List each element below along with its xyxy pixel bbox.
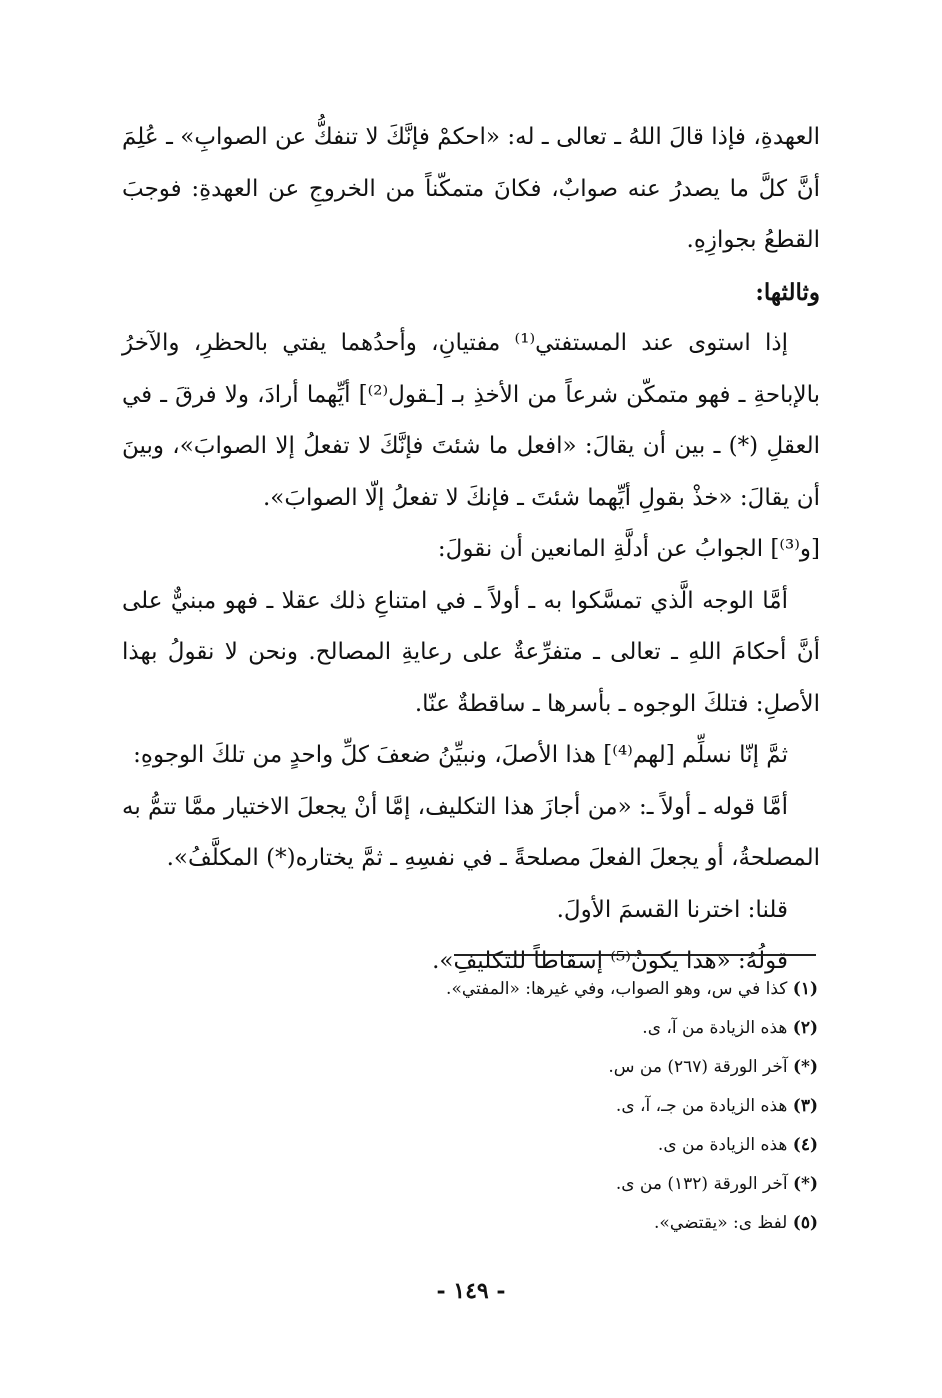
footnote (122, 1165, 818, 1204)
footnote-text: هذه الزيادة من ى. (657, 1135, 788, 1155)
footnote-text: آخر الورقة (٢٦٧) من س. (608, 1057, 788, 1077)
footnote-number: (٤) (792, 1135, 818, 1155)
footnote-number: (٥) (792, 1213, 818, 1233)
footnotes (122, 970, 818, 1243)
paragraph-8: قولُهُ: «هذا يكونُ⁽⁵⁾ إسقاطاً للتكليفِ». (432, 948, 788, 974)
footnote-separator (454, 954, 816, 956)
paragraph-4: أمَّا الوجه الَّذي تمسَّكوا به ـ أولاً ـ في امتناعِ ذلك عقلا ـ فهو مبنيٌّ على أنَّ أحكامَ اللهِ ـ تعالى ـ متفرِّعةٌ على رعايةِ المصالح. ونحن لا نقولُ بهذا الأصلِ: فتلكَ الوجوه ـ بأسرها ـ ساقطةٌ عنّا. (122, 587, 820, 717)
paragraph-1: العهدةِ، فإذا قالَ اللهُ ـ تعالى ـ له: «احكمْ فإنَّكَ لا تنفكُّ عن الصوابِ» ـ عُلِمَ أنَّ كلَّ ما يصدرُ عنه صوابٌ، فكانَ متمكّناً من الخروجِ عن العهدةِ: فوجبَ القطعُ بجوازِهِ. (122, 124, 820, 253)
footnote (122, 1204, 818, 1243)
footnote (122, 1009, 818, 1048)
footnote (122, 1087, 818, 1126)
footnote-text: هذه الزيادة من جـ، آ، ى. (615, 1096, 788, 1116)
paragraph-7: قلنا: اخترنا القسمَ الأولَ. (556, 896, 788, 923)
paragraph-5: ثمَّ إنّا نسلِّم [لهم⁽⁴⁾] هذا الأصلَ، ونبيِّنُ ضعفَ كلِّ واحدٍ من تلكَ الوجوهِ: (133, 742, 788, 768)
main-text (122, 112, 820, 988)
page-number: - ١٤٩ - (436, 1278, 506, 1304)
footnote-text: آخر الورقة (١٣٢) من ى. (615, 1174, 788, 1194)
footnote-number: (*) (793, 1057, 818, 1077)
footnote (122, 1126, 818, 1165)
footnote (122, 970, 818, 1009)
footnote-number: (*) (793, 1174, 818, 1194)
paragraph-2: إذا استوى عند المستفتي⁽¹⁾ مفتيانِ، وأحدُهما يفتي بالحظرِ، والآخرُ بالإباحةِ ـ فهو متمكّن شرعاً من الأخذِ بـ [ـقول⁽²⁾] أيِّهما أرادَ، ولا فرقَ ـ في العقلِ (*) ـ بين أن يقالَ: «افعل ما شئتَ فإنَّكَ لا تفعلُ إلا الصوابَ»، وبينَ أن يقالَ: «خذْ بقولِ أيِّهما شئتَ ـ فإنكَ لا تفعلُ إلّا الصوابَ». (122, 330, 820, 511)
footnote-text: هذه الزيادة من آ، ى. (642, 1018, 788, 1038)
footnote-number: (١) (792, 979, 818, 999)
section-heading-third: وثالثها: (755, 278, 820, 306)
paragraph-3: [و⁽³⁾] الجوابُ عن أدلَّةِ المانعين أن نقولَ: (437, 536, 820, 562)
footnote-text: كذا في س، وهو الصواب، وفي غيرها: «المفتي». (446, 979, 788, 999)
footnote-number: (٢) (792, 1018, 818, 1038)
footnote-text: لفظ ى: «يقتضي». (654, 1213, 788, 1233)
footnote (122, 1048, 818, 1087)
paragraph-6: أمَّا قوله ـ أولاً ـ: «من أجازَ هذا التكليف، إمَّا أنْ يجعلَ الاختيار ممَّا تتمُّ به المصلحةُ، أو يجعلَ الفعلَ مصلحةً ـ في نفسِهِ ـ ثمَّ يختاره(*) المكلَّفُ». (122, 793, 820, 871)
footnote-number: (٣) (792, 1096, 818, 1116)
